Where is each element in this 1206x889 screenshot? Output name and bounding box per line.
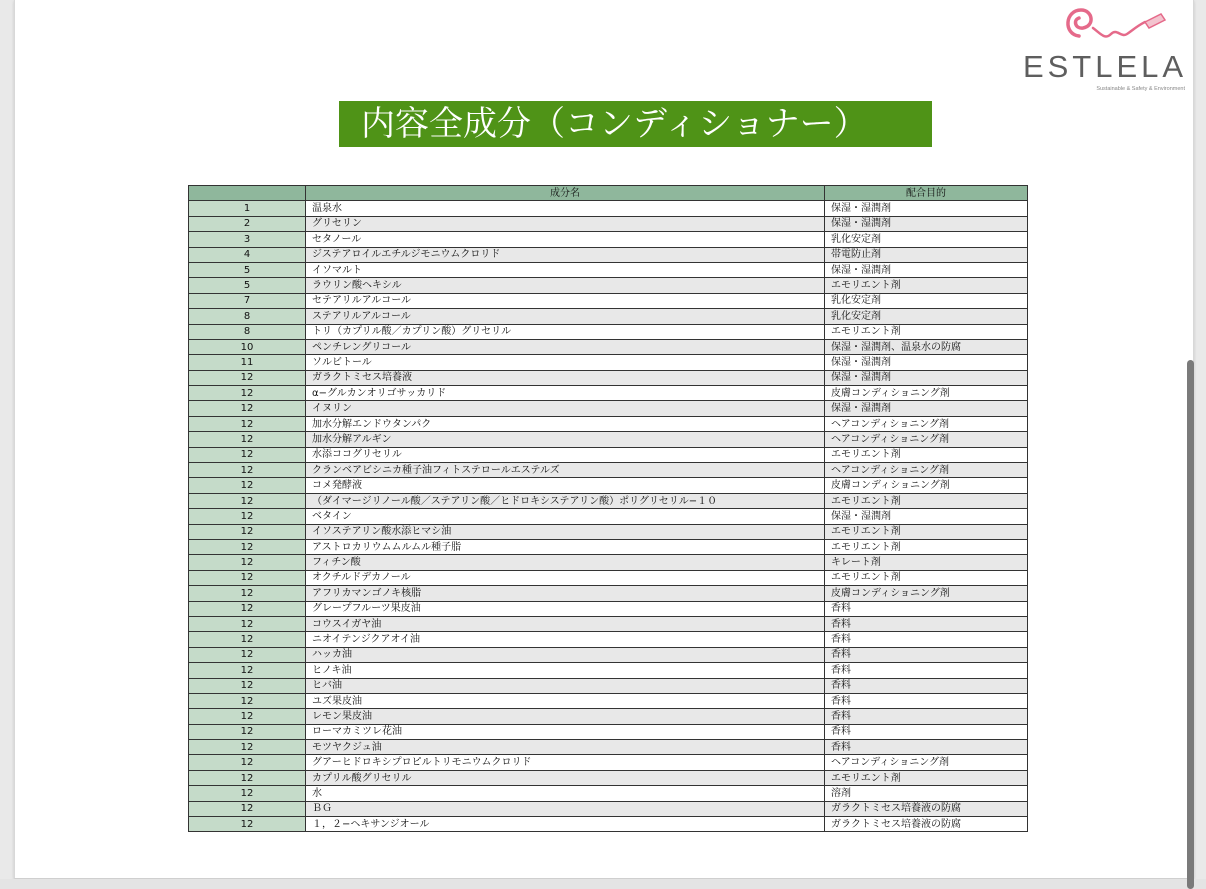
row-number: 12 [189,386,306,401]
ingredient-purpose: 皮膚コンディショニング剤 [825,478,1028,493]
row-number: 12 [189,401,306,416]
ingredient-name: オクチルドデカノール [306,570,825,585]
ingredient-name: ローマカミツレ花油 [306,724,825,739]
ingredient-purpose: 乳化安定剤 [825,232,1028,247]
row-number: 12 [189,693,306,708]
ingredient-purpose: 保湿・湿潤剤 [825,401,1028,416]
ingredient-name: トリ（カプリル酸／カプリン酸）グリセリル [306,324,825,339]
ingredient-purpose: ガラクトミセス培養液の防腐 [825,801,1028,816]
ingredient-purpose: 保湿・湿潤剤、温泉水の防腐 [825,339,1028,354]
ingredient-purpose: エモリエント剤 [825,493,1028,508]
ingredient-purpose: 皮膚コンディショニング剤 [825,586,1028,601]
ingredient-name: ソルビトール [306,355,825,370]
table-row [189,509,1028,524]
table-row [189,216,1028,231]
row-number: 12 [189,740,306,755]
table-row [189,493,1028,508]
ingredient-name: ジステアロイルエチルジモニウムクロリド [306,247,825,262]
ingredient-purpose: 保湿・湿潤剤 [825,201,1028,216]
table-row [189,724,1028,739]
table-row [189,232,1028,247]
row-number: 4 [189,247,306,262]
row-number: 12 [189,416,306,431]
ingredient-purpose: キレート剤 [825,555,1028,570]
ingredient-purpose: 香料 [825,740,1028,755]
row-number: 12 [189,801,306,816]
table-row [189,693,1028,708]
ingredient-name: イソステアリン酸水添ヒマシ油 [306,524,825,539]
vertical-scrollbar[interactable] [1187,360,1194,889]
estlela-logo [1001,0,1201,100]
table-row [189,247,1028,262]
table-row [189,416,1028,431]
row-number: 12 [189,770,306,785]
ingredient-name: コウスイガヤ油 [306,616,825,631]
table-row [189,539,1028,554]
row-number: 12 [189,786,306,801]
ingredient-purpose: エモリエント剤 [825,570,1028,585]
page-title: 内容全成分（コンディショナー） [339,101,932,147]
ingredient-purpose: ヘアコンディショニング剤 [825,755,1028,770]
logo-tagline: Sustainable & Safety & Environment [1096,86,1185,92]
ingredient-purpose: エモリエント剤 [825,770,1028,785]
ingredient-purpose: エモリエント剤 [825,524,1028,539]
row-number: 12 [189,539,306,554]
table-row [189,786,1028,801]
ingredient-name: ヒバ油 [306,678,825,693]
row-number: 12 [189,524,306,539]
ingredient-name: ベタイン [306,509,825,524]
row-number: 12 [189,555,306,570]
row-number: 12 [189,755,306,770]
table-row [189,524,1028,539]
ingredient-purpose: 香料 [825,647,1028,662]
ingredient-name: フィチン酸 [306,555,825,570]
ingredient-purpose: 乳化安定剤 [825,293,1028,308]
header-purpose: 配合目的 [825,186,1028,201]
table-row [189,201,1028,216]
ingredient-name: セテアリルアルコール [306,293,825,308]
table-row [189,355,1028,370]
ingredient-purpose: ヘアコンディショニング剤 [825,463,1028,478]
ingredient-name: 水 [306,786,825,801]
ingredient-purpose: 香料 [825,724,1028,739]
ingredient-name: グリセリン [306,216,825,231]
ingredient-purpose: ヘアコンディショニング剤 [825,432,1028,447]
ingredient-name: ユズ果皮油 [306,693,825,708]
ingredient-purpose: エモリエント剤 [825,278,1028,293]
table-row [189,601,1028,616]
table-row [189,293,1028,308]
ingredient-purpose: 香料 [825,678,1028,693]
ingredient-name: ニオイテンジクアオイ油 [306,632,825,647]
ingredient-name: コメ発酵液 [306,478,825,493]
ingredient-name: レモン果皮油 [306,709,825,724]
table-row [189,401,1028,416]
row-number: 12 [189,632,306,647]
ingredient-name: グアーヒドロキシプロピルトリモニウムクロリド [306,755,825,770]
table-row [189,309,1028,324]
row-number: 12 [189,678,306,693]
ingredient-name: 水添ココグリセリル [306,447,825,462]
row-number: 12 [189,570,306,585]
row-number: 12 [189,370,306,385]
ingredient-purpose: エモリエント剤 [825,447,1028,462]
row-number: 12 [189,817,306,832]
ingredient-name: ハッカ油 [306,647,825,662]
ingredient-name: ラウリン酸ヘキシル [306,278,825,293]
ingredient-purpose: 溶剤 [825,786,1028,801]
row-number: 2 [189,216,306,231]
table-row [189,632,1028,647]
row-number: 12 [189,478,306,493]
row-number: 11 [189,355,306,370]
ingredient-name: ペンチレングリコール [306,339,825,354]
ingredient-name: 温泉水 [306,201,825,216]
ingredient-purpose: 香料 [825,693,1028,708]
row-number: 12 [189,663,306,678]
ingredient-purpose: エモリエント剤 [825,539,1028,554]
row-number: 12 [189,493,306,508]
row-number: 1 [189,201,306,216]
row-number: 12 [189,601,306,616]
row-number: 12 [189,432,306,447]
table-row [189,555,1028,570]
ingredient-purpose: 保湿・湿潤剤 [825,262,1028,277]
ingredient-name: アストロカリウムムルムル種子脂 [306,539,825,554]
table-row [189,370,1028,385]
table-row [189,647,1028,662]
table-row [189,616,1028,631]
table-row [189,678,1028,693]
logo-swirl-icon [1049,0,1189,52]
ingredient-name: イソマルト [306,262,825,277]
ingredient-purpose: 保湿・湿潤剤 [825,216,1028,231]
row-number: 12 [189,509,306,524]
ingredient-name: 加水分解エンドウタンパク [306,416,825,431]
ingredient-name: １，２−ヘキサンジオール [306,817,825,832]
table-row [189,586,1028,601]
ingredient-name: ステアリルアルコール [306,309,825,324]
ingredient-purpose: エモリエント剤 [825,324,1028,339]
ingredient-purpose: 香料 [825,632,1028,647]
table-row [189,770,1028,785]
table-row [189,463,1028,478]
table-row [189,278,1028,293]
header-ingredient-name: 成分名 [306,186,825,201]
ingredient-name: グレープフルーツ果皮油 [306,601,825,616]
table-row [189,447,1028,462]
table-row [189,663,1028,678]
row-number: 12 [189,586,306,601]
logo-wordmark: ESTLELA [1022,49,1188,84]
ingredients-table [188,185,1028,832]
row-number: 5 [189,278,306,293]
table-row [189,432,1028,447]
table-row [189,324,1028,339]
row-number: 8 [189,309,306,324]
ingredient-purpose: 保湿・湿潤剤 [825,509,1028,524]
ingredient-name: ヒノキ油 [306,663,825,678]
table-row [189,817,1028,832]
ingredient-name: クランベアビシニカ種子油フィトステロールエステルズ [306,463,825,478]
header-number [189,186,306,201]
ingredient-name: ガラクトミセス培養液 [306,370,825,385]
ingredient-purpose: 保湿・湿潤剤 [825,355,1028,370]
page-gap [0,879,1206,889]
ingredient-name: 加水分解アルギン [306,432,825,447]
table-row [189,570,1028,585]
table-row [189,339,1028,354]
ingredient-name: セタノール [306,232,825,247]
row-number: 12 [189,709,306,724]
ingredient-name: イヌリン [306,401,825,416]
row-number: 7 [189,293,306,308]
ingredient-purpose: ヘアコンディショニング剤 [825,416,1028,431]
row-number: 12 [189,647,306,662]
ingredient-purpose: 保湿・湿潤剤 [825,370,1028,385]
ingredient-purpose: 皮膚コンディショニング剤 [825,386,1028,401]
table-row [189,709,1028,724]
row-number: 12 [189,447,306,462]
table-row [189,755,1028,770]
table-row [189,262,1028,277]
ingredient-purpose: ガラクトミセス培養液の防腐 [825,817,1028,832]
ingredient-name: カプリル酸グリセリル [306,770,825,785]
ingredient-purpose: 乳化安定剤 [825,309,1028,324]
table-row [189,801,1028,816]
row-number: 8 [189,324,306,339]
ingredient-purpose: 帯電防止剤 [825,247,1028,262]
row-number: 10 [189,339,306,354]
ingredient-purpose: 香料 [825,709,1028,724]
ingredient-purpose: 香料 [825,616,1028,631]
ingredient-name: （ダイマージリノール酸／ステアリン酸／ヒドロキシステアリン酸）ポリグリセリル−１０ [306,493,825,508]
ingredient-purpose: 香料 [825,663,1028,678]
table-row [189,740,1028,755]
ingredient-name: アフリカマンゴノキ核脂 [306,586,825,601]
ingredient-name: ＢＧ [306,801,825,816]
row-number: 3 [189,232,306,247]
row-number: 12 [189,463,306,478]
row-number: 5 [189,262,306,277]
ingredient-name: モツヤクジュ油 [306,740,825,755]
table-row [189,386,1028,401]
ingredient-name: α−グルカンオリゴサッカリド [306,386,825,401]
row-number: 12 [189,616,306,631]
table-row [189,478,1028,493]
ingredient-purpose: 香料 [825,601,1028,616]
row-number: 12 [189,724,306,739]
table-body [189,201,1028,832]
table-header-row [189,186,1028,201]
